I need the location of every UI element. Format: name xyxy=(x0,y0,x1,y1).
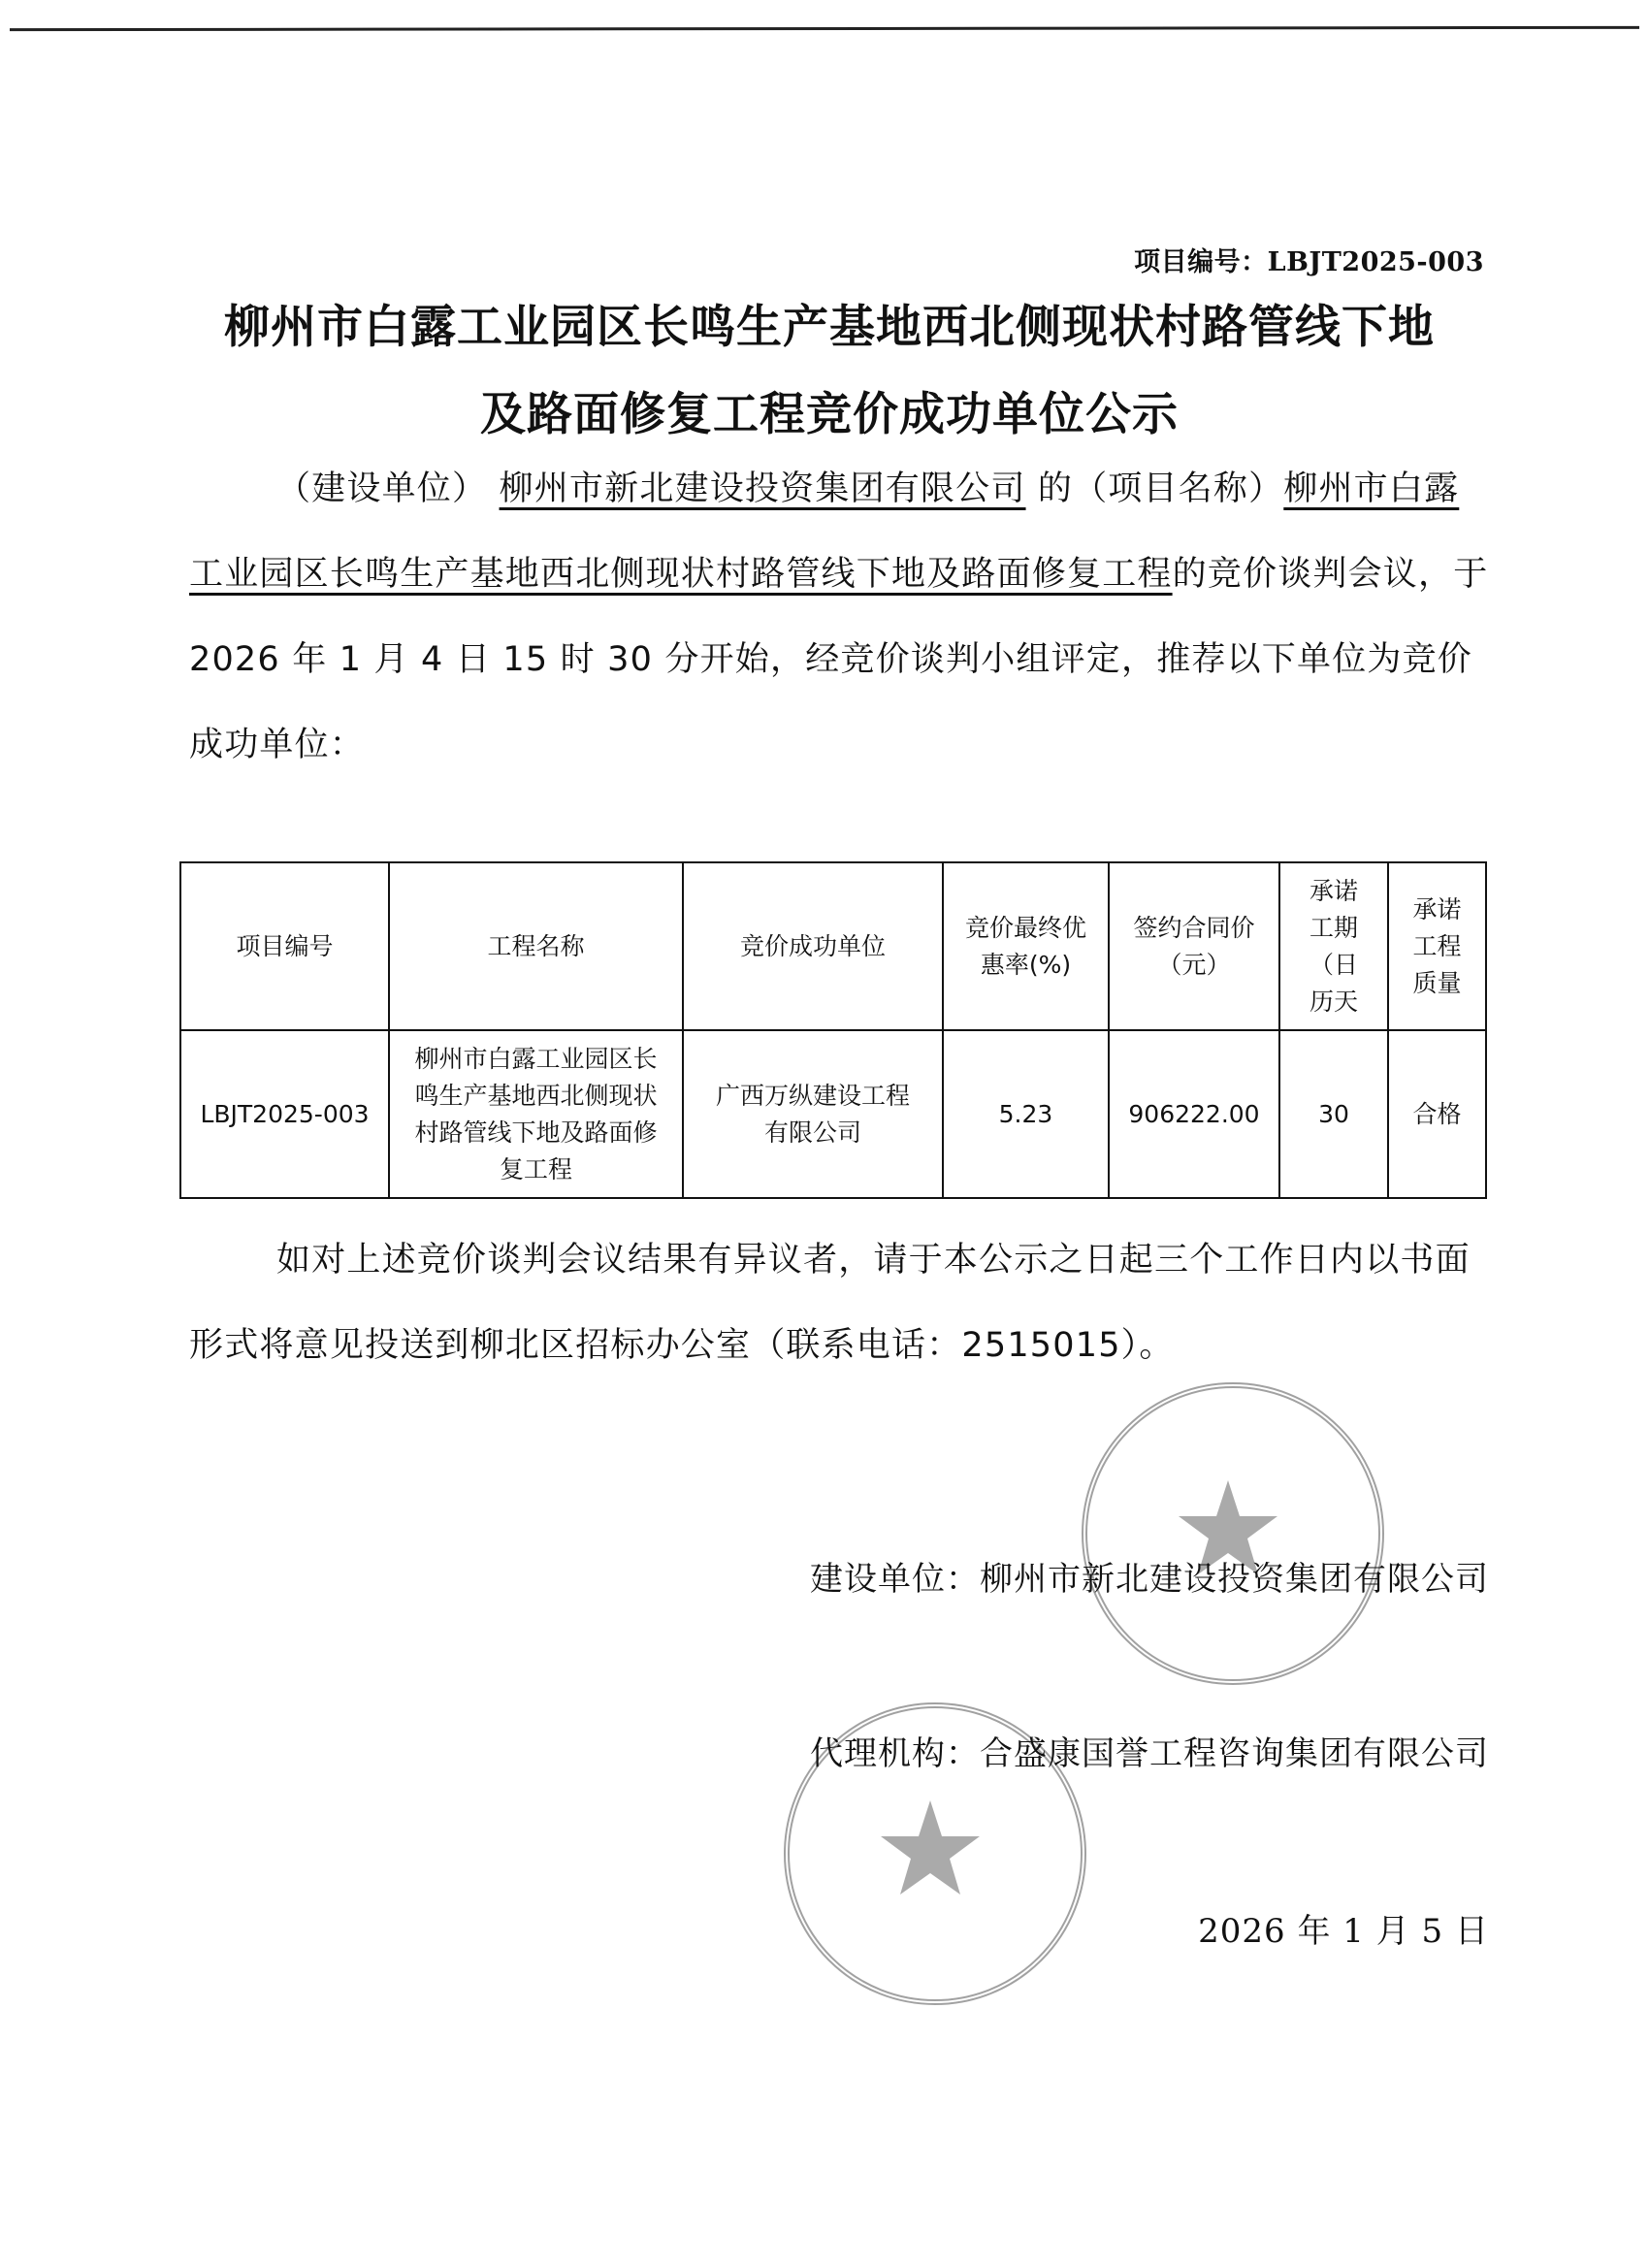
cell-quality: 合格 xyxy=(1388,1030,1486,1198)
result-table xyxy=(179,861,1487,1199)
cell-contract-price: 906222.00 xyxy=(1109,1030,1279,1198)
header-quality: 承诺工程质量 xyxy=(1388,862,1486,1030)
intro-suffix: 的竞价谈判会议，于 2026 年 1 月 4 日 15 时 30 分开始，经竞价谈判小组评定，推荐以下单位为竞价成功单位： xyxy=(189,555,1489,764)
owner-seal-stamp xyxy=(1082,1382,1384,1685)
project-name-label: 的（项目名称） xyxy=(1037,470,1284,508)
project-number: 项目编号：LBJT2025-003 xyxy=(1134,247,1484,277)
document-title-line-1: 柳州市白露工业园区长鸣生产基地西北侧现状村路管线下地 xyxy=(224,301,1435,354)
cell-winner: 广西万纵建设工程有限公司 xyxy=(683,1030,943,1198)
cell-duration: 30 xyxy=(1279,1030,1388,1198)
cell-discount-rate: 5.23 xyxy=(943,1030,1109,1198)
header-discount-rate: 竞价最终优惠率(%) xyxy=(943,862,1109,1030)
header-project-no: 项目编号 xyxy=(180,862,389,1030)
objection-notice: 如对上述竞价谈判会议结果有异议者，请于本公示之日起三个工作日内以书面形式将意见投送到柳北区招标办公室（联系电话：2515015）。 xyxy=(189,1241,1471,1365)
star-icon xyxy=(1087,1388,1369,1669)
header-winner: 竞价成功单位 xyxy=(683,862,943,1030)
owner-signature-line: 建设单位：柳州市新北建设投资集团有限公司 xyxy=(810,1560,1489,1599)
project-name: 柳州市白露工业园区长鸣生产基地西北侧现状村路管线下地及路面修复工程 xyxy=(189,470,1460,594)
cell-project-name: 柳州市白露工业园区长鸣生产基地西北侧现状村路管线下地及路面修复工程 xyxy=(389,1030,683,1198)
document-title-line-2: 及路面修复工程竞价成功单位公示 xyxy=(480,388,1179,441)
header-duration: 承诺工期（日历天 xyxy=(1279,862,1388,1030)
cell-project-no: LBJT2025-003 xyxy=(180,1030,389,1198)
table-header-row xyxy=(180,862,1486,1030)
scan-edge-line xyxy=(10,26,1639,31)
header-project-name: 工程名称 xyxy=(389,862,683,1030)
intro-paragraph xyxy=(189,446,1489,788)
header-contract-price: 签约合同价（元） xyxy=(1109,862,1279,1030)
notice-date: 2026 年 1 月 5 日 xyxy=(1198,1912,1489,1951)
owner-prefix-label: （建设单位） xyxy=(276,470,488,508)
table-row xyxy=(180,1030,1486,1198)
agency-signature-line: 代理机构：合盛康国誉工程咨询集团有限公司 xyxy=(810,1734,1489,1773)
owner-name: 柳州市新北建设投资集团有限公司 xyxy=(499,470,1026,508)
